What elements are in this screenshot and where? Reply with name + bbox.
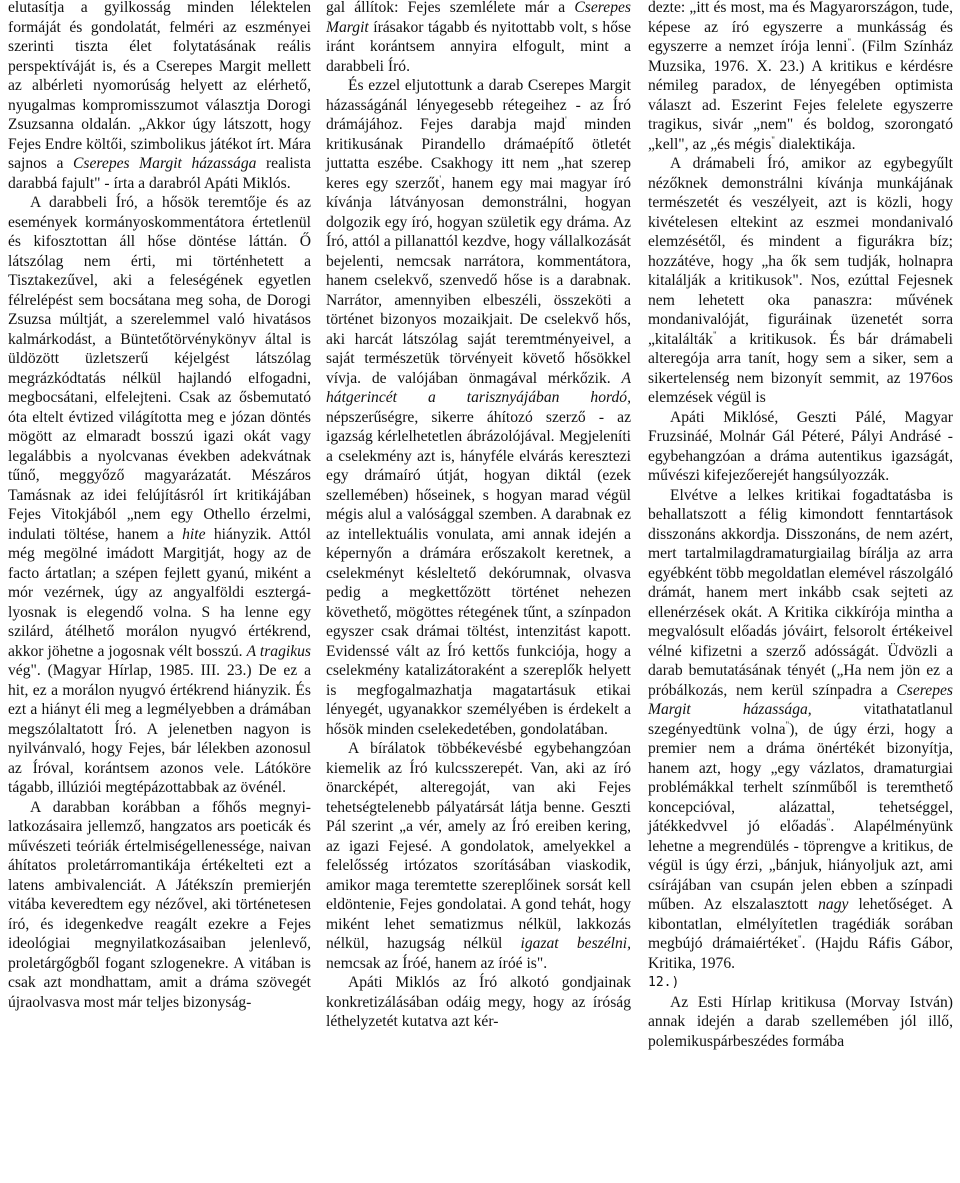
text-run: nemcsak az Íróé, hanem az íróé is". <box>326 954 548 972</box>
text-run: lehetőséget. A kibontatlan, elmélyítetlen tragédiák sorában megbújó drámaiértéket <box>648 896 953 952</box>
paragraph <box>326 973 631 1032</box>
italic-title: Cserepes Margit <box>326 0 631 36</box>
quote-mark: " <box>785 719 790 730</box>
text-run: A darabban korábban a főhős megnyilatkozásaira jellemző, hangzatos ars poeticák és művészeti teóriák értelmiségellenessége, naivan áhítatos proletárromantikája értékelteti ezt a latens ambivalenciát. A Játékszín premierjén vitába keveredtem egy nézővel, aki történetesen író, és idegenkedve reagált ezekre a Fejes ideológiai megnyilatkozásaiban jelenlevő, proletárgőgből fogant szlogenekre. A vitában is csak azt mondhattam, amit a dráma szövegét újraolvasva most már teljes bizonyság- <box>8 798 311 1011</box>
text-column-2 <box>326 0 631 1032</box>
paragraph <box>326 0 631 76</box>
quote-mark: " <box>797 933 802 944</box>
quote-mark: ' <box>565 114 567 125</box>
text-run: vitathatatlanul szegényedtünk volna <box>648 701 953 738</box>
text-run: hiányzik. Attól még megölné imádott Margitját, hogy az de facto ártatlan; a szépen fejlett gyanú, miként a mór vezérnek, úgy az angyalföldi esztergályosnak is elegendő volna. S ha lenne egy szilárd, átélhető morálon nyugvó értékrend, akkor jöhetne a jogosnak vélt bosszú. <box>8 525 311 660</box>
italic-title: A tragikus <box>246 642 311 660</box>
paragraph <box>8 798 311 1013</box>
text-run: 12.) <box>648 975 680 990</box>
text-run: írásakor tágabb és nyitottabb volt, s hőse iránt korántsem annyira elfogult, mint a darabbeli Író. <box>326 18 631 75</box>
paragraph <box>326 76 631 739</box>
text-run: dialektikája. <box>774 135 856 153</box>
text-run: A bírálatok többékevésbé egybehangzóan kiemelik az Író kulcsszerepét. Van, aki az író önarcképét, alteregoját, van aki Fejes tehetségtelenebb pályatársát látja benne. Geszti Pál szerint „a vér, amely az Író ereiben kering, az igazi Fejesé. A gondolatok, amelyekkel a felelősség irtózatos szorításában viaskodik, amikor maga teremtette szereplőinek sorsát kell eldöntenie, Fejes gondolatai. A gond tehát, hogy miként lehet sematizmus nélkül, lakkozás nélkül, hazugság nélkül <box>326 740 631 952</box>
text-column-1 <box>8 0 311 1012</box>
paragraph <box>648 486 953 974</box>
text-run: vég". (Magyar Hírlap, 1985. III. 23.) De ez a hit, ez a morálon nyugvó értékrend hiányzik. És ezt a hiányt éli meg a legmélyebben a drámában megszólaltatott Író. A jelenetben nagyon is nyilvánvaló, hogy Fejes, bár lélekben azonosul az Íróval, korántsem azonos vele. Látóköre tágabb, illúziói megtépázottabbak az övénél. <box>8 662 311 796</box>
paragraph <box>8 193 311 798</box>
italic-title: Cserepes Margit házassága, <box>648 681 953 718</box>
text-run: . Alapélményünk lehetne a megrendülés - töprengve a kritikus, de végül is úgy érzi, „bánjuk, hiányoljuk azt, ami csírájában van csupán jelen ebben a színpadi műben. Az elszalasztott <box>648 818 953 913</box>
text-run: . (Film Színház Muzsika, 1976. X. 23.) A kritikus e kérdésre némileg paradox, de lényegében optimista választ ad. Eszerint Fejes felelete egyszerre tragikus, sivár „nem" és boldog, szorongató „kell", az „és mégis <box>648 38 953 153</box>
quote-mark: " <box>847 36 852 47</box>
italic-title: hite <box>182 525 206 543</box>
italic-title: A hátgerincét a tarisznyájában hordó, <box>326 369 631 406</box>
paragraph <box>326 739 631 973</box>
quote-mark: " <box>712 329 717 340</box>
text-run: dezte: „itt és most, ma és Magyarországon, tude, képese az író egyszerre a munkásság és egyszerre a nemzet írója lenni <box>648 0 953 55</box>
text-run: A drámabeli Író, amikor az egybegyűlt nézőknek demonstrálni kívánja munkájának természetét és veszélyeit, azt is közli, hogy kivételesen eltekint az eszmei mondanivaló elemzésétől, és mindent a figurákra bíz; hozzátéve, hogy „ha ők sem tudják, holnapra kitalálják a kritikusok". Nos, ezúttal Fejesnek nem lehetett oka panaszra: művének mondanivalóját, figuráinak üzenetét sorra „kitalálták <box>648 155 953 348</box>
text-run: Apáti Miklós az Író alkotó gondjainak konkretizálásában odáig megy, hogy az íróság léthelyzetét kutatva azt kér- <box>326 974 631 1030</box>
text-run: népszerűségre, sikerre áhítozó szerző - az igazság kérlelhetetlen ábrázolójával. Megjeleníti a cselekmény azt is, hányféle elvárás keresztezi egy drámaíró útját, hogyan diktál (ezek szellemében) hőseinek, s hogyan marad végül mégis alul a valósággal szemben. A darabnak ez az intellektuális vonulata, ami annak idején a képernyőn a drámára erőszakolt keretnek, a cselekményt késleltető dekórumnak, olvasva pedig a megkettőzött történet nehezen követhető, mögöttes rétegének tűnt, a színpadon egyszer csak drámai töltést, intenzitást kapott. Evidenssé vált az Író kettős funkciója, hogy a cselekmény katalizátoraként a szereplők helyett is megfogalmazhatja magatartásuk etikai lényegét, ugyanakkor személyében is érdekelt a hősök minden cselekedetében, gondolatában. <box>326 408 631 738</box>
text-run: elutasítja a gyilkosság minden lélektelen formáját és gondolatát, felméri az eszményei szerinti tiszta élet folytatásának reális perspektíváját is, és a Cserepes Margit mellett az albérleti nyomorúság helyett az elérhető, nyugalmas kompromisszumot választja Dorogi Zsuzsanna oldalán. „Akkor úgy látszott, hogy Fejes Endre költői, szimbolikus játékot írt. Mára sajnos a <box>8 0 311 172</box>
quote-mark: " <box>826 816 831 827</box>
paragraph <box>648 993 953 1052</box>
text-run: minden kritikusának Pirandello drámaépítő ötletét juttatta eszébe. Csakhogy itt nem „hat szerep keres egy szerzőt <box>326 116 631 192</box>
quote-mark: ' <box>439 173 442 184</box>
text-run: . (Hajdu Ráfis Gábor, Kritika, 1976. <box>648 935 953 972</box>
italic-title: Cserepes Margit házassága <box>73 155 257 172</box>
text-run: Az Esti Hírlap kritikusa (Morvay István) annak idején a darab szellemében jól illő, polemikuspárbeszédes formába <box>648 993 953 1050</box>
italic-title: nagy <box>818 896 849 913</box>
paragraph <box>648 973 953 993</box>
text-run: ), de úgy érzi, hogy a premier nem a dráma önértékét bizonyítja, hanem azt, hogy „egy vázlatos, dramaturgiai problémákkal terhelt színműből is teremthető koncepcióval, alázattal, tehetséggel, játékkedvvel jó előadás <box>648 720 953 835</box>
text-run: gal állítok: Fejes szemlélete már a <box>326 0 575 16</box>
paragraph <box>648 154 953 408</box>
text-run: realista darabbá fajult" - írta a darabról Apáti Miklós. <box>8 155 312 192</box>
italic-title: igazat beszélni, <box>520 935 631 952</box>
paragraph <box>648 0 953 154</box>
text-run: a kritikusok. És bár drámabeli alteregója arra tanít, hogy sem a siker, sem a sikertelenség nem bizonyít semmit, az 1976os elemzések végül is <box>648 330 953 406</box>
text-run: Elvétve a lelkes kritikai fogadtatásba is behallatszott a félig kimondott fenntartások disszonáns akkordja. Disszonáns, de nem azért, mert tartalmilagdramaturgiailag bírálja az arra egyébként több megoldatlan elemével rászolgáló drámát, hanem mert inkább csak sejteti az ellenérzések okát. A Kritika cikkírója mintha a megvalósult előadás jóváirt, felsorolt értékeivel vélné kifizetni a szerző adósságát. Üdvözli a darab bemutatásának tényét („Ha nem jön ez a próbálkozás, nem kerül színpadra a <box>648 486 953 699</box>
paragraph <box>8 0 311 193</box>
text-column-3 <box>648 0 953 1051</box>
paragraph <box>648 408 953 486</box>
text-run: És ezzel eljutottunk a darab Cserepes Margit házasságánál lényegesebb rétegeihez - az Író drámájához. Fejes darabja majd <box>326 77 631 133</box>
text-run: , hanem egy mai magyar író kívánja látványosan demonstrálni, hogyan dolgozik egy író, hogyan születik egy dráma. Az Író, attól a pillanattól kezdve, hogy vállalkozását bejelenti, nemcsak narrátora, kommentátora, hanem cselekvő, szenvedő hőse is a darabnak. Narrátor, amennyiben elbeszéli, összeköti a történet bizonyos mozaikjait. De cselekvő hős, aki harcát látszólag saját teremtményeivel, a saját természetük törvényeit követő hősökkel vívja. de valójában önmagával mérkőzik. <box>326 174 631 387</box>
quote-mark: " <box>771 134 775 145</box>
text-run: Apáti Miklósé, Geszti Pálé, Magyar Fruzsináé, Molnár Gál Péteré, Pályi Andrásé - egybehangzóan a dráma autentikus igazságát, művészi kifejezőerejét hangsúlyozzák. <box>648 408 953 484</box>
text-run: A darabbeli Író, a hősök teremtője és az események kormányoskommentátora értetlenül és kifosztottan áll hőse döntése láttán. Ő látszólag nem érti, mi történhetett a Tisztakezűvel, aki a feleségének egyetlen félrelépést sem bocsátana meg soha, de Dorogi Zsuzsa múltját, a szerelemmel való hivatásos kalmárkodást, a Büntetőtörvénykönyv által is üldözött üzletszerű kéjelgést látszólag megrázkódtatás nélkül hajlandó elfogadni, megbocsátani, elfelejteni. Csak az ősbemutató óta eltelt évtized világította meg e józan döntés mögött az elmaradt bosszú igazi okát vagy legalábbis a nyolcvanas években adekvátnak tűnő, meggyőző magyarázatát. Mészáros Tamásnak az idei felújításról írt kritikájában Fejes Vitokjából „nem egy Othello érzelmi, indulati töltése, hanem a <box>8 194 311 543</box>
